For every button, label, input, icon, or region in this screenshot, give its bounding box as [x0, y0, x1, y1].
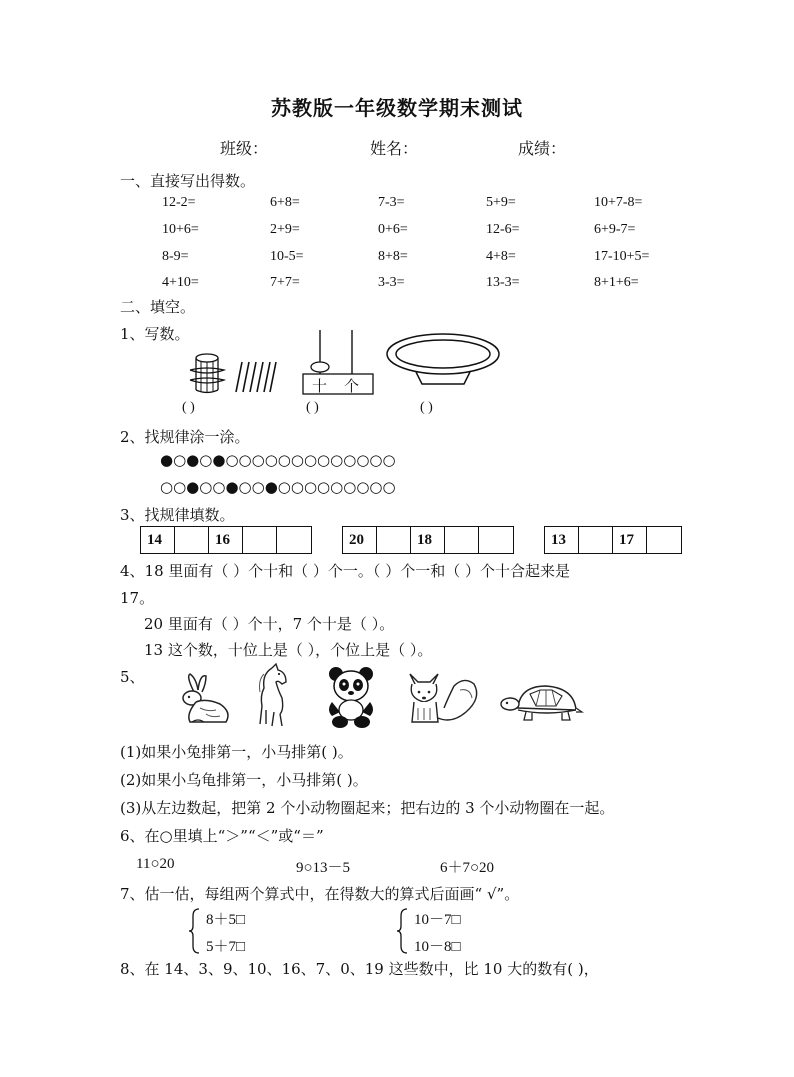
arithmetic-item: 17-10+5= [594, 249, 650, 264]
plate-icon [386, 332, 502, 388]
arithmetic-item: 8-9= [162, 249, 189, 264]
seq-cell[interactable] [647, 527, 681, 553]
q2-label: 2、找规律涂一涂。 [120, 428, 250, 446]
arithmetic-item: 10-5= [270, 249, 304, 264]
arithmetic-item: 0+6= [378, 222, 408, 237]
arithmetic-item: 4+8= [486, 249, 516, 264]
section-2-heading: 二、填空。 [120, 298, 196, 316]
arithmetic-item: 7-3= [378, 195, 405, 210]
abacus-ten-label: 十 [312, 377, 328, 395]
q5-part-2: (2)如果小乌龟排第一，小马排第( )。 [120, 771, 368, 789]
q1-blank-3: ( ) [420, 400, 433, 415]
arithmetic-item: 10+7-8= [594, 195, 643, 210]
arithmetic-item: 5+9= [486, 195, 516, 210]
seq-cell[interactable] [277, 527, 311, 553]
q6-item-1: 11○20 [136, 856, 175, 872]
seq-cell[interactable]: 20 [343, 527, 377, 553]
seq-cell[interactable]: 17 [613, 527, 647, 553]
class-label: 班级： [220, 139, 269, 158]
abacus-one-label: 个 [344, 377, 360, 395]
sequence-box-2 [342, 526, 514, 554]
seq-cell[interactable] [479, 527, 513, 553]
arithmetic-item: 7+7= [270, 275, 300, 290]
arithmetic-item: 8+1+6= [594, 275, 639, 290]
arithmetic-item: 8+8= [378, 249, 408, 264]
score-label: 成绩： [518, 139, 567, 158]
turtle-icon [500, 682, 582, 722]
left-brace-icon [396, 908, 408, 954]
sequence-box-1 [140, 526, 312, 554]
horse-icon [252, 664, 294, 728]
seq-cell[interactable] [445, 527, 479, 553]
section-1-heading: 一、直接写出得数。 [120, 172, 256, 190]
arithmetic-item: 3-3= [378, 275, 405, 290]
rabbit-icon [176, 672, 234, 726]
q1-label: 1、写数。 [120, 325, 190, 343]
seq-cell[interactable]: 18 [411, 527, 445, 553]
arithmetic-item: 13-3= [486, 275, 520, 290]
q4-line-3: 20 里面有（ ）个十，7 个十是（ ）。 [144, 615, 395, 633]
seq-cell[interactable] [377, 527, 411, 553]
panda-icon [326, 666, 376, 728]
q5-part-1: (1)如果小兔排第一，小马排第( )。 [120, 743, 353, 761]
seq-cell[interactable] [243, 527, 277, 553]
arithmetic-item: 10+6= [162, 222, 199, 237]
seq-cell[interactable] [579, 527, 613, 553]
seq-cell[interactable]: 13 [545, 527, 579, 553]
q6-label: 6、在○里填上“＞”“＜”或“＝” [120, 827, 324, 845]
seq-cell[interactable] [175, 527, 209, 553]
seq-cell[interactable]: 16 [209, 527, 243, 553]
q5-label: 5、 [120, 668, 145, 686]
arithmetic-item: 2+9= [270, 222, 300, 237]
arithmetic-item: 4+10= [162, 275, 199, 290]
q3-label: 3、找规律填数。 [120, 506, 235, 524]
q6-item-2: 9○13－5 [296, 860, 351, 876]
q1-blank-1: ( ) [182, 400, 195, 415]
arithmetic-item: 6+9-7= [594, 222, 636, 237]
q4-line-4: 13 这个数，十位上是（ ），个位上是（ ）。 [144, 641, 433, 659]
dot-pattern-row-1: ●○●○●○○○○○○○○○○○○○ [160, 451, 396, 469]
q7-group-1-b: 5＋7□ [206, 939, 246, 955]
q6-item-3: 6＋7○20 [440, 860, 495, 876]
q7-group-1-a: 8＋5□ [206, 912, 246, 928]
arithmetic-item: 12-6= [486, 222, 520, 237]
q8-line: 8、在 14、3、9、10、16、7、0、19 这些数中，比 10 大的数有( )， [120, 960, 599, 978]
q5-part-3: (3)从左边数起，把第 2 个小动物圈起来；把右边的 3 个小动物圈在一起。 [120, 799, 615, 817]
sequence-box-3 [544, 526, 682, 554]
seq-cell[interactable]: 14 [141, 527, 175, 553]
page-title: 苏教版一年级数学期末测试 [271, 96, 523, 120]
stick-bundle-icon [190, 352, 226, 396]
q7-group-2-a: 10－7□ [414, 912, 461, 928]
q7-label: 7、估一估，每组两个算式中，在得数大的算式后面画“ √”。 [120, 885, 520, 903]
arithmetic-item: 12-2= [162, 195, 196, 210]
q7-group-2-b: 10－8□ [414, 939, 461, 955]
q1-blank-2: ( ) [306, 400, 319, 415]
q4-line-1: 4、18 里面有（ ）个十和（ ）个一。（ ）个一和（ ）个十合起来是 [120, 562, 570, 580]
loose-sticks-icon [232, 360, 276, 394]
name-label: 姓名： [370, 139, 419, 158]
fox-icon [404, 668, 484, 726]
q4-line-2: 17。 [120, 589, 155, 607]
dot-pattern-row-2: ○○●○○●○○●○○○○○○○○○ [160, 478, 396, 496]
arithmetic-item: 6+8= [270, 195, 300, 210]
left-brace-icon [188, 908, 200, 954]
